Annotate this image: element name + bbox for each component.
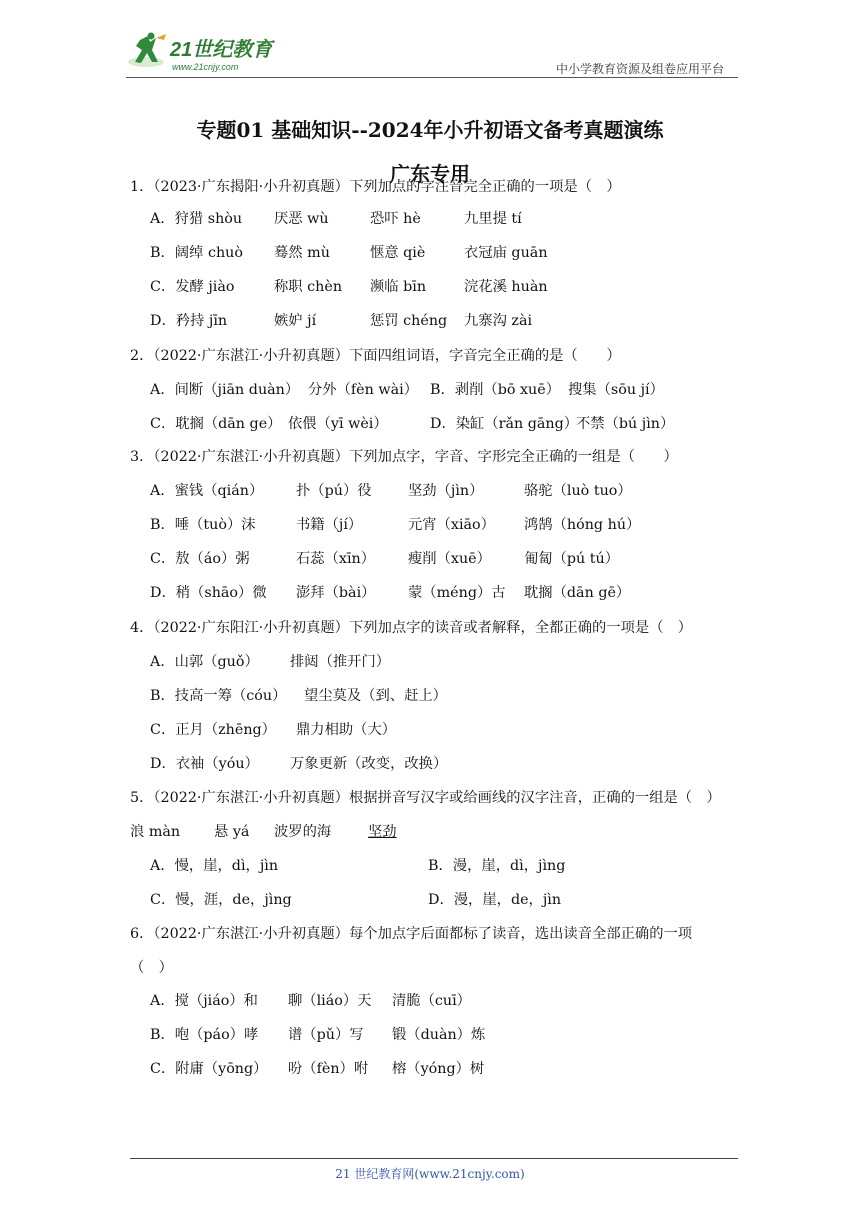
header-divider: [126, 77, 738, 78]
document-subtitle: 广东专用: [390, 162, 470, 186]
page-header: [126, 30, 738, 78]
question-1-option-a: A．狩猎 shòu 厌恶 wù 恐吓 hè 九里提 tí: [150, 211, 522, 227]
svg-text:21世纪教育: 21世纪教育: [170, 39, 273, 61]
svg-text:www.21cnjy.com: www.21cnjy.com: [172, 62, 239, 72]
question-5-stem: 5．（2022·广东湛江·小升初真题）根据拼音写汉字或给画线的汉字注音，正确的一组是（ ）: [130, 790, 721, 806]
question-5-options-ab: A．慢，崖，dì，jìn B．漫，崖，dì，jìng: [150, 858, 566, 874]
question-4-option-d: D．衣袖（yóu） 万象更新（改变，改换）: [150, 756, 448, 772]
question-3-stem: 3．（2022·广东湛江·小升初真题）下列加点字，字音、字形完全正确的一组是（ ）: [130, 449, 678, 465]
logo-icon: [126, 32, 296, 74]
question-3-option-d: D．稍（shāo）微 澎拜（bài） 蒙（méng）古 耽搁（dān gē）: [150, 585, 631, 601]
question-6-stem: 6．（2022·广东湛江·小升初真题）每个加点字后面都标了读音，选出读音全部正确的一项: [130, 926, 693, 942]
question-3-option-b: B．唾（tuò）沫 书籍（jí） 元宵（xiāo） 鸿鹄（hóng hú）: [150, 517, 641, 533]
question-2-options-cd: C．耽搁（dān ge） 依偎（yī wèi） D．染缸（rǎn gāng）不禁（bú jìn）: [150, 416, 675, 432]
question-2-stem: 2．（2022·广东湛江·小升初真题）下面四组词语，字音完全正确的是（ ）: [130, 348, 621, 364]
question-6-stem-continued: （ ）: [130, 960, 173, 976]
question-5-options-cd: C．慢，涯，de，jìng D．漫，崖，de，jìn: [150, 892, 562, 908]
question-1-option-d: D．矜持 jīn 嫉妒 jí 惩罚 chéng 九寨沟 zài: [150, 313, 533, 329]
question-1-option-c: C．发酵 jiào 称职 chèn 濒临 bīn 浣花溪 huàn: [150, 279, 548, 295]
question-1-stem: 1．（2023·广东揭阳·小升初真题）下列加点的字注音完全正确的一项是（ ）: [130, 179, 621, 195]
question-4-option-c: C．正月（zhēng） 鼎力相助（大）: [150, 722, 397, 738]
question-3-option-a: A．蜜钱（qián） 扑（pú）役 坚劲（jìn） 骆驼（luò tuo）: [150, 483, 632, 499]
question-6-option-a: A．搅（jiáo）和 聊（liáo）天 清脆（cuī）: [150, 993, 471, 1009]
question-5-prompt: 浪 màn 悬 yá 波罗的海 坚劲: [130, 824, 397, 840]
site-name: 中小学教育资源及组卷应用平台: [555, 62, 724, 76]
question-1-option-b: B．阔绰 chuò 蓦然 mù 惬意 qiè 衣冠庙 guān: [150, 245, 548, 261]
question-4-option-a: A．山郭（guǒ） 排闼（推开门）: [150, 654, 391, 670]
footer-text: 21 世纪教育网(www.21cnjy.com): [335, 1167, 525, 1181]
question-6-option-c: C．附庸（yōng） 吩（fèn）咐 榕（yóng）树: [150, 1061, 485, 1077]
question-2-options-ab: A．间断（jiān duàn） 分外（fèn wài） B．剥削（bō xuē） 搜集（sōu jí）: [150, 382, 664, 398]
question-4-option-b: B．技高一筹（cóu） 望尘莫及（到、赶上）: [150, 688, 447, 704]
footer-divider: [130, 1158, 738, 1159]
question-3-option-c: C．敖（áo）粥 石蕊（xīn） 瘦削（xuē） 匍匐（pú tú）: [150, 551, 620, 567]
question-6-option-b: B．咆（páo）哮 谱（pǔ）写 锻（duàn）炼: [150, 1027, 486, 1043]
document-title: 专题01 基础知识--2024年小升初语文备考真题演练: [196, 118, 664, 142]
question-4-stem: 4．（2022·广东阳江·小升初真题）下列加点字的读音或者解释，全都正确的一项是（ ）: [130, 620, 693, 636]
